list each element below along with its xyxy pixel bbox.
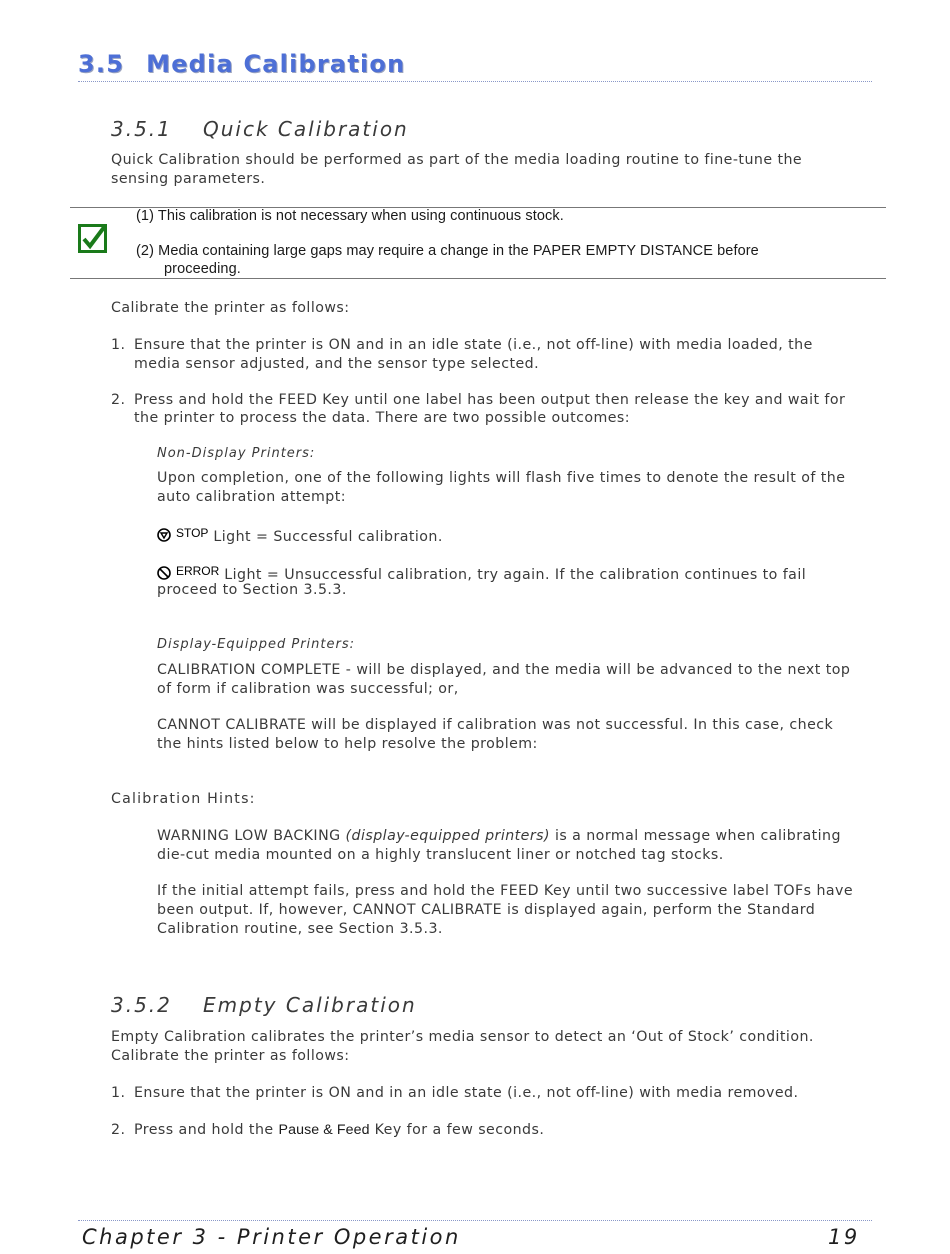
quick-intro-line1: Quick Calibration should be performed as part of the media loading routine to fine-tune the <box>111 152 803 168</box>
empty-step2-pre: Press and hold the <box>134 1122 279 1138</box>
quick-intro-line2: sensing parameters. <box>111 171 266 187</box>
note-item-2-cont: proceeding. <box>164 261 241 277</box>
error-word: ERROR <box>175 564 220 578</box>
step1-line2: media sensor adjusted, and the sensor type selected. <box>134 356 540 372</box>
empty-intro-line1: Empty Calibration calibrates the printer’s media sensor to detect an ‘Out of Stock’ condition. <box>111 1029 814 1045</box>
footer-rule <box>78 1220 872 1221</box>
nondisplay-line1: Upon completion, one of the following lights will flash five times to denote the result of the <box>157 470 846 486</box>
stop-light-row <box>157 524 443 547</box>
section-title: Media Calibration <box>146 50 406 78</box>
display-label: Display-Equipped Printers: <box>157 637 355 652</box>
page-number: 19 <box>828 1225 860 1249</box>
empty-step1: Ensure that the printer is ON and in an idle state (i.e., not off-line) with media removed. <box>134 1085 799 1101</box>
hint1-line1 <box>157 827 841 846</box>
pause-feed-key: Pause & Feed <box>278 1122 370 1138</box>
stop-light-icon <box>157 528 171 542</box>
note-item-2: (2) Media containing large gaps may require a change in the PAPER EMPTY DISTANCE before <box>136 243 759 259</box>
hint1-pre: WARNING LOW BACKING <box>157 828 346 844</box>
error-light-icon <box>157 566 171 580</box>
hint1-italic: (display-equipped printers) <box>345 828 550 844</box>
nondisplay-label: Non-Display Printers: <box>157 446 316 461</box>
error-text-cont: proceed to Section 3.5.3. <box>157 582 347 598</box>
note-item-1: (1) This calibration is not necessary when using continuous stock. <box>136 208 564 224</box>
stop-word: STOP <box>175 526 209 540</box>
subsection-number: 3.5.1 <box>111 117 172 141</box>
empty-step2-post: Key for a few seconds. <box>369 1122 545 1138</box>
step2-line2: the printer to process the data. There are two possible outcomes: <box>134 410 630 426</box>
step1-line1: Ensure that the printer is ON and in an idle state (i.e., not off-line) with media loaded, the <box>134 337 813 353</box>
subsection-title: Empty Calibration <box>203 993 417 1017</box>
hint2-line3: Calibration routine, see Section 3.5.3. <box>157 921 443 937</box>
hint1-post: is a normal message when calibrating <box>549 828 841 844</box>
error-text: Light = Unsuccessful calibration, try again. If the calibration continues to fail <box>224 567 807 583</box>
display-2-line2: the hints listed below to help resolve the problem: <box>157 736 538 752</box>
footer-chapter: Chapter 3 - Printer Operation <box>82 1225 461 1249</box>
nondisplay-line2: auto calibration attempt: <box>157 489 347 505</box>
step1-number: 1. <box>111 337 126 353</box>
step2-line1: Press and hold the FEED Key until one label has been output then release the key and wait for <box>134 392 846 408</box>
display-1-line1: CALIBRATION COMPLETE - will be displayed, and the media will be advanced to the next top <box>157 662 851 678</box>
step2-number: 2. <box>111 392 126 408</box>
hint1-line2: die-cut media mounted on a highly translucent liner or notched tag stocks. <box>157 847 724 863</box>
empty-step1-number: 1. <box>111 1085 126 1101</box>
subsection-heading-empty <box>111 993 417 1017</box>
subsection-number: 3.5.2 <box>111 993 172 1017</box>
hint2-line1: If the initial attempt fails, press and hold the FEED Key until two successive label TOFs have <box>157 883 854 899</box>
subsection-heading-quick <box>111 117 409 141</box>
section-heading <box>78 50 405 78</box>
empty-intro-line2: Calibrate the printer as follows: <box>111 1048 350 1064</box>
checkmark-icon <box>78 224 108 254</box>
section-number: 3.5 <box>78 50 125 78</box>
calibrate-as-follows: Calibrate the printer as follows: <box>111 300 350 316</box>
display-2-line1: CANNOT CALIBRATE will be displayed if calibration was not successful. In this case, check <box>157 717 834 733</box>
empty-step2 <box>134 1121 544 1140</box>
display-1-line2: of form if calibration was successful; or, <box>157 681 459 697</box>
subsection-title: Quick Calibration <box>203 117 409 141</box>
hints-label: Calibration Hints: <box>111 791 256 807</box>
stop-text: Light = Successful calibration. <box>213 529 443 545</box>
heading-rule <box>78 81 872 82</box>
empty-step2-number: 2. <box>111 1122 126 1138</box>
hint2-line2: been output. If, however, CANNOT CALIBRATE is displayed again, perform the Standard <box>157 902 816 918</box>
